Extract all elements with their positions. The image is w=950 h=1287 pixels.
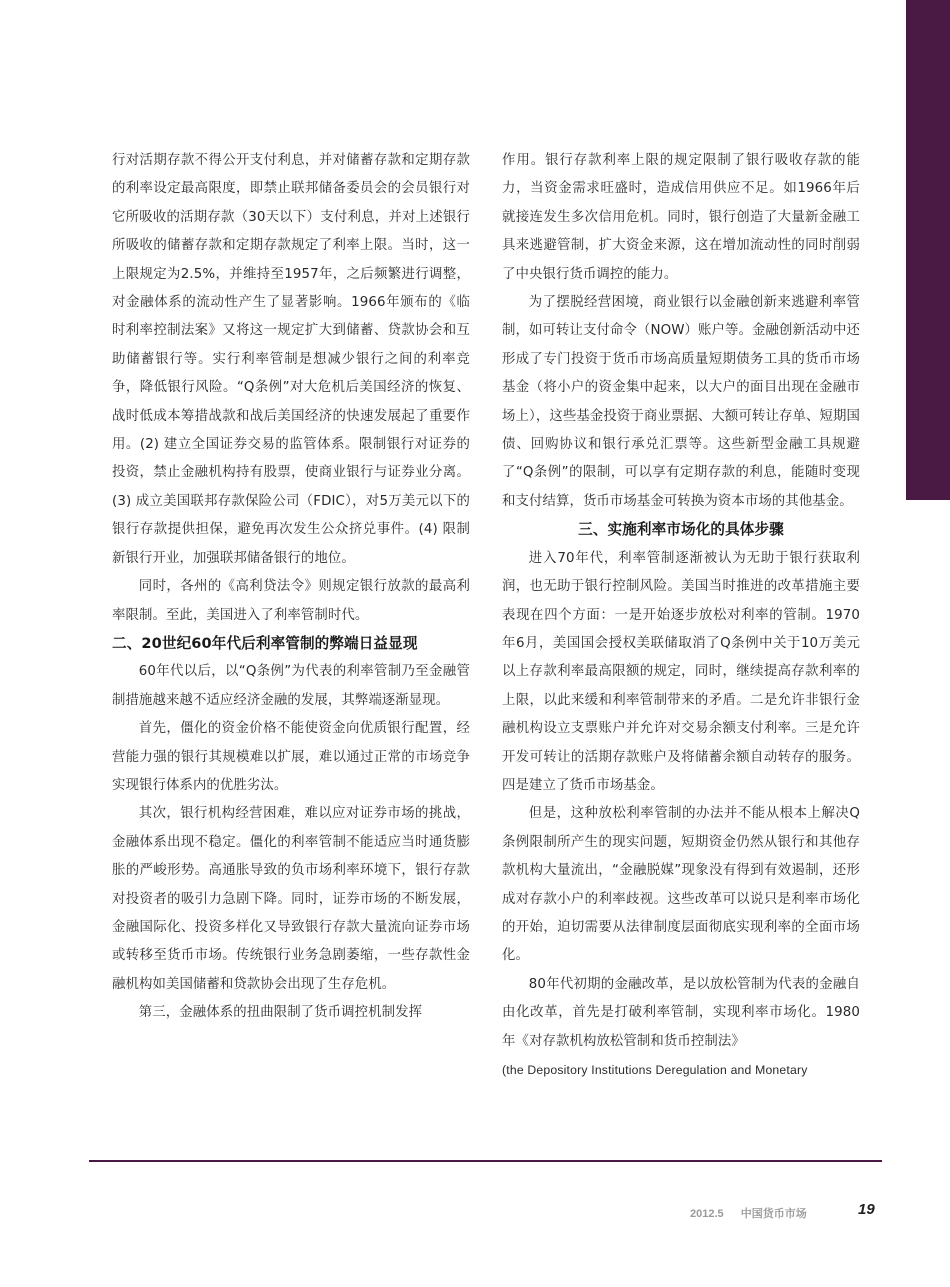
paragraph: 但是，这种放松利率管制的办法并不能从根本上解决Q条例限制所产生的现实问题，短期资金仍然从银行和其他存款机构大量流出，“金融脱媒”现象没有得到有效遏制，还形成对存款小户的利率歧视。这些改革可以说只是利率市场化的开始，迫切需要从法律制度层面彻底实现利率的全面市场化。 bbox=[502, 806, 860, 964]
journal-name: 中国货币市场 bbox=[740, 1208, 807, 1220]
paragraph: 为了摆脱经营困境，商业银行以金融创新来逃避利率管制，如可转让支付命令（NOW）账户等。金融创新活动中还形成了专门投资于货币市场高质量短期债务工具的货币市场基金（将小户的资金集中起来，以大户的面目出现在金融市场上），这些基金投资于商业票据、大额可转让存单、短期国债、回购协议和银行承兑汇票等。这些新型金融工具规避了“Q条例”的限制，可以享有定期存款的利息，能随时变现和支付结算，货币市场基金可转换为资本市场的其他基金。 bbox=[502, 295, 860, 509]
section-heading-2: 二、20世纪60年代后利率管制的弊端日益显现 bbox=[112, 634, 418, 652]
right-column bbox=[502, 147, 860, 1084]
footer-rule bbox=[89, 1160, 882, 1162]
paragraph: 60年代以后，以“Q条例”为代表的利率管制乃至金融管制措施越来越不适应经济金融的发展，其弊端逐渐显现。 bbox=[112, 664, 470, 708]
section-heading-3: 三、实施利率市场化的具体步骤 bbox=[578, 521, 784, 539]
paragraph: 作用。银行存款利率上限的规定限制了银行吸收存款的能力，当资金需求旺盛时，造成信用供应不足。如1966年后就接连发生多次信用危机。同时，银行创造了大量新金融工具来逃避管制，扩大资金来源，这在增加流动性的同时削弱了中央银行货币调控的能力。 bbox=[502, 153, 860, 282]
left-column bbox=[112, 147, 470, 1028]
paragraph: 行对活期存款不得公开支付利息，并对储蓄存款和定期存款的利率设定最高限度，即禁止联邦储备委员会的会员银行对它所吸收的活期存款（30天以下）支付利息，并对上述银行所吸收的储蓄存款和定期存款规定了利率上限。当时，这一上限规定为2.5%，并维持至1957年，之后频繁进行调整，对金融体系的流动性产生了显著影响。1966年颁布的《临时利率控制法案》又将这一规定扩大到储蓄、贷款协会和互助储蓄银行等。实行利率管制是想减少银行之间的利率竞争，降低银行风险。“Q条例”对大危机后美国经济的恢复、战时低成本筹措战款和战后美国经济的快速发展起了重要作用。(2) 建立全国证券交易的监管体系。限制银行对证券的投资，禁止金融机构持有股票，使商业银行与证券业分离。(3) 成立美国联邦存款保险公司（FDIC），对5万美元以下的银行存款提供担保，避免再次发生公众挤兑事件。(4) 限制新银行开业，加强联邦储备银行的地位。 bbox=[112, 153, 470, 566]
page-number: 19 bbox=[858, 1201, 875, 1218]
paragraph: 其次，银行机构经营困难，难以应对证券市场的挑战，金融体系出现不稳定。僵化的利率管制不能适应当时通货膨胀的严峻形势。高通胀导致的负市场利率环境下，银行存款对投资者的吸引力急剧下降。同时，证券市场的不断发展，金融国际化、投资多样化又导致银行存款大量流向证券市场或转移至货币市场。传统银行业务急剧萎缩，一些存款性金融机构如美国储蓄和贷款协会出现了生存危机。 bbox=[112, 806, 470, 992]
paragraph: 同时，各州的《高利贷法令》则规定银行放款的最高利率限制。至此，美国进入了利率管制时代。 bbox=[112, 579, 470, 623]
paragraph: 80年代初期的金融改革，是以放松管制为代表的金融自由化改革，首先是打破利率管制，实现利率市场化。1980年《对存款机构放松管制和货币控制法》 bbox=[502, 976, 860, 1049]
paragraph: 进入70年代，利率管制逐渐被认为无助于银行获取利润，也无助于银行控制风险。美国当时推进的改革措施主要表现在四个方面：一是开始逐步放松对利率的管制。1970年6月，美国国会授权美联储取消了Q条例中关于10万美元以上存款利率最高限额的规定，同时，继续提高存款利率的上限，以此来缓和利率管制带来的矛盾。二是允许非银行金融机构设立支票账户并允许对交易余额支付利率。三是允许开发可转让的活期存款账户及将储蓄余额自动转存的服务。四是建立了货币市场基金。 bbox=[502, 550, 860, 793]
footer bbox=[690, 1205, 825, 1221]
paragraph-english: (the Depository Institutions Deregulation and Monetary bbox=[502, 1063, 808, 1077]
side-color-tab bbox=[906, 0, 950, 500]
paragraph: 第三，金融体系的扭曲限制了货币调控机制发挥 bbox=[138, 1005, 423, 1021]
issue-date: 2012.5 bbox=[690, 1208, 724, 1220]
paragraph: 首先，僵化的资金价格不能使资金向优质银行配置，经营能力强的银行其规模难以扩展，难以通过正常的市场竞争实现银行体系内的优胜劣汰。 bbox=[112, 721, 470, 793]
